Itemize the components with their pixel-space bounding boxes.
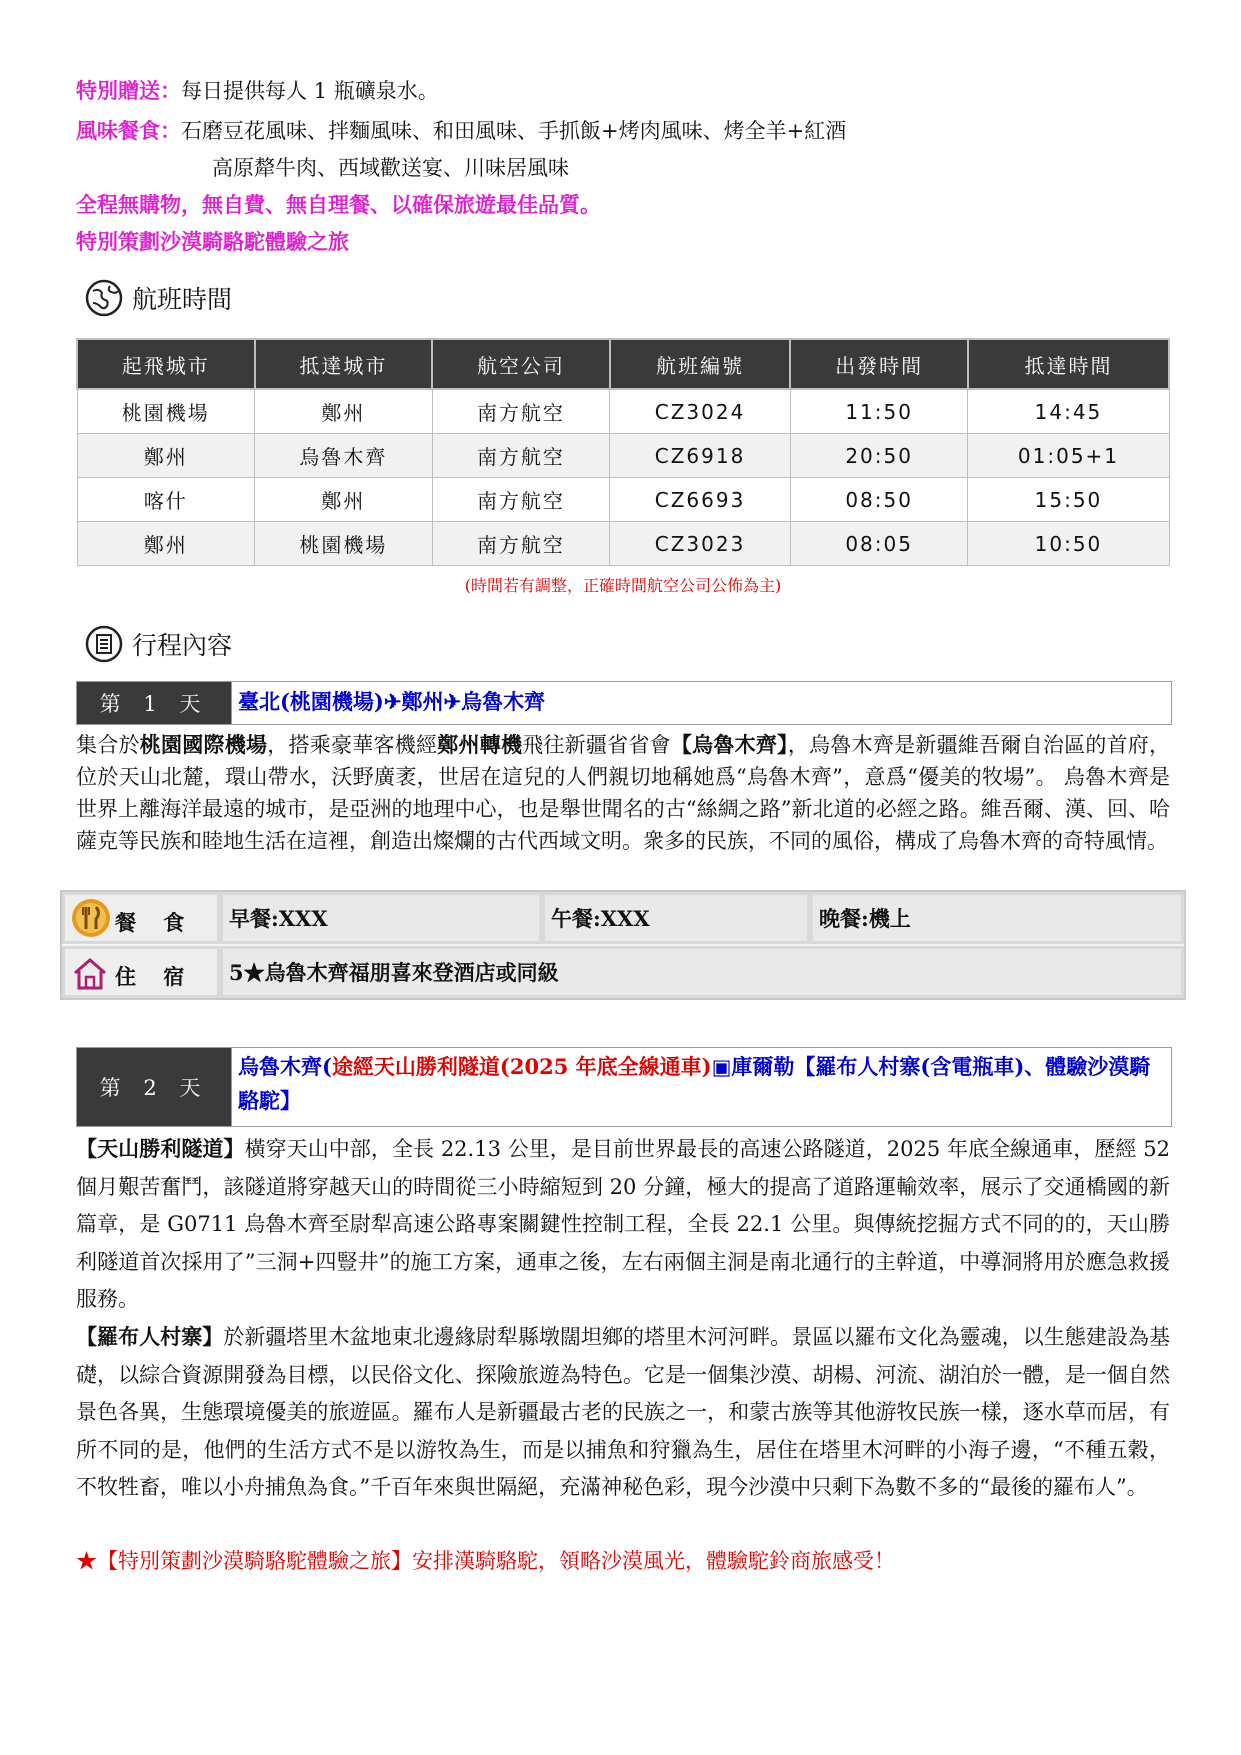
flight-time-note: (時間若有調整，正確時間航空公司公佈為主) <box>464 576 782 595</box>
meal-row <box>62 892 1184 946</box>
day1-label: 第 1 天 <box>77 682 231 724</box>
cell: CZ3023 <box>610 522 791 566</box>
itinerary-section-title: 行程內容 <box>132 631 233 660</box>
breakfast: 早餐:XXX <box>223 895 539 941</box>
flight-section-heading <box>84 278 232 318</box>
cell: 鄭州 <box>255 478 433 522</box>
header-cell: 航班編號 <box>610 339 791 389</box>
header-cell: 起飛城市 <box>77 339 255 389</box>
cell: 10:50 <box>968 522 1169 566</box>
tunnel-label: 【天山勝利隧道】 <box>76 1136 245 1161</box>
header-cell: 抵達時間 <box>968 339 1169 389</box>
header-cell: 出發時間 <box>790 339 968 389</box>
cell: 鄭州 <box>255 389 433 434</box>
day2-lop-description <box>76 1318 1170 1507</box>
cell: CZ6918 <box>610 434 791 478</box>
day2-title-part: 烏魯木齊( <box>238 1054 332 1079</box>
meal-label: 餐 食 <box>115 910 195 935</box>
day1-description <box>76 729 1170 857</box>
day2-title-part: ▣庫爾勒【羅布人村寨(含電瓶車)、體驗沙漠騎駱駝】 <box>238 1054 1151 1113</box>
cell: CZ6693 <box>610 478 791 522</box>
meal-label-cell <box>65 895 217 941</box>
cell: 桃園機場 <box>255 522 433 566</box>
gift-line <box>76 76 439 106</box>
text: ，烏魯木齊是新疆維吾爾自治區的首府，位於天山北麓，環山帶水，沃野廣袤，世居在這兒的人們親切地稱她爲“烏魯木齊”，意爲“優美的牧場”。 烏魯木齊是世界上離海洋最遠的城市，是亞洲的地理中心，也是舉世聞名的古“絲綢之路”新北道的必經之路。維吾爾、漢、回、哈薩克等民族和睦地生活在這裡，創造出燦爛的古代西域文明。衆多的民族，不同的風俗，構成了烏魯木齊的奇特風情。 <box>76 733 1171 853</box>
day2-label: 第 2 天 <box>77 1048 231 1126</box>
cell: 08:50 <box>790 478 968 522</box>
cell: 南方航空 <box>432 522 610 566</box>
text-bold: 【烏魯木齊】 <box>670 732 788 757</box>
tunnel-text: 橫穿天山中部，全長 22.13 公里，是目前世界最長的高速公路隧道，2025 年底全線通車，歷經 52 個月艱苦奮鬥，該隧道將穿越天山的時間從三小時縮短到 20 分鐘，極大的提高了道路運輸效率，展示了交通橋國的新篇章，是 G0711 烏魯木齊至尉犁高速公路專案關鍵性控制工程，全長 22.1 公里。與傳統挖掘方式不同的的，天山勝利隧道首次採用了”三洞+四豎井”的施工方案，通車之後，左右兩個主洞是南北通行的主幹道，中導洞將用於應急救援服務。 <box>76 1137 1171 1312</box>
stay-label-cell <box>65 949 217 995</box>
day1-title: 臺北(桃園機場)✈鄭州✈烏魯木齊 <box>231 682 1171 724</box>
table-row <box>77 434 1169 478</box>
cell: CZ3024 <box>610 389 791 434</box>
dinner: 晚餐:機上 <box>813 895 1181 941</box>
cell: 11:50 <box>790 389 968 434</box>
flight-table <box>76 338 1170 566</box>
table-row <box>77 389 1169 434</box>
home-icon <box>71 955 109 993</box>
cell: 15:50 <box>968 478 1169 522</box>
table-row <box>77 478 1169 522</box>
flight-table-header <box>77 339 1169 389</box>
text: ，搭乘豪華客機經 <box>267 733 438 757</box>
cell: 桃園機場 <box>77 389 255 434</box>
stay-row <box>62 946 1184 998</box>
document-icon <box>84 624 124 664</box>
lop-label: 【羅布人村寨】 <box>76 1324 224 1349</box>
cell: 烏魯木齊 <box>255 434 433 478</box>
day2-tunnel-description <box>76 1130 1170 1319</box>
hotel: 5★烏魯木齊福朋喜來登酒店或同級 <box>223 949 1181 995</box>
globe-icon <box>84 278 124 318</box>
text-bold: 鄭州轉機 <box>437 732 523 757</box>
gift-text: 每日提供每人 1 瓶礦泉水。 <box>181 79 439 103</box>
cell: 鄭州 <box>77 434 255 478</box>
food-line-2: 高原犛牛肉、西域歡送宴、川味居風味 <box>212 156 569 180</box>
lop-text: 於新疆塔里木盆地東北邊緣尉犁縣墩闊坦鄉的塔里木河河畔。景區以羅布文化為靈魂，以生態建設為基礎，以綜合資源開發為目標，以民俗文化、探險旅遊為特色。它是一個集沙漠、胡楊、河流、湖泊於一體，是一個自然景色各異，生態環境優美的旅遊區。羅布人是新疆最古老的民族之一，和蒙古族等其他游牧民族一樣，逐水草而居，有所不同的是，他們的生活方式不是以游牧為生，而是以捕魚和狩獵為生，居住在塔里木河畔的小海子邊，“不種五穀，不牧牲畜，唯以小舟捕魚為食。”千百年來與世隔絕，充滿神秘色彩，現今沙漠中只剩下為數不多的“最後的羅布人”。 <box>76 1325 1171 1500</box>
day2-header <box>76 1047 1172 1127</box>
food-line <box>76 116 846 146</box>
header-cell: 航空公司 <box>432 339 610 389</box>
flight-section-title: 航班時間 <box>132 285 233 314</box>
utensils-icon <box>71 898 111 938</box>
gift-label: 特別贈送： <box>76 78 181 103</box>
cell: 14:45 <box>968 389 1169 434</box>
cell: 南方航空 <box>432 434 610 478</box>
table-row <box>77 522 1169 566</box>
day2-special-note: ★【特別策劃沙漠騎駱駝體驗之旅】安排漢騎駱駝，領略沙漠風光，體驗駝鈴商旅感受！ <box>76 1549 895 1573</box>
cell: 01:05+1 <box>968 434 1169 478</box>
no-shopping-note: 全程無購物，無自費、無自理餐、以確保旅遊最佳品質。 <box>76 192 601 217</box>
cell: 20:50 <box>790 434 968 478</box>
text: 集合於 <box>76 733 140 757</box>
cell: 南方航空 <box>432 389 610 434</box>
itinerary-section-heading <box>84 624 232 664</box>
text: 飛往新疆省省會 <box>522 733 671 757</box>
cell: 08:05 <box>790 522 968 566</box>
camel-note: 特別策劃沙漠騎駱駝體驗之旅 <box>76 229 349 254</box>
cell: 喀什 <box>77 478 255 522</box>
day1-meal-stay-box <box>60 890 1186 1000</box>
stay-label: 住 宿 <box>115 964 195 989</box>
day2-title-highlight: 途經天山勝利隧道(2025 年底全線通車) <box>331 1054 712 1079</box>
lunch: 午餐:XXX <box>545 895 807 941</box>
food-text-1: 石磨豆花風味、拌麵風味、和田風味、手抓飯+烤肉風味、烤全羊+紅酒 <box>181 119 847 143</box>
cell: 南方航空 <box>432 478 610 522</box>
food-label: 風味餐食： <box>76 118 181 143</box>
text-bold: 桃園國際機場 <box>139 732 268 757</box>
day1-header <box>76 681 1172 725</box>
cell: 鄭州 <box>77 522 255 566</box>
header-cell: 抵達城市 <box>255 339 433 389</box>
day2-title <box>231 1048 1171 1126</box>
